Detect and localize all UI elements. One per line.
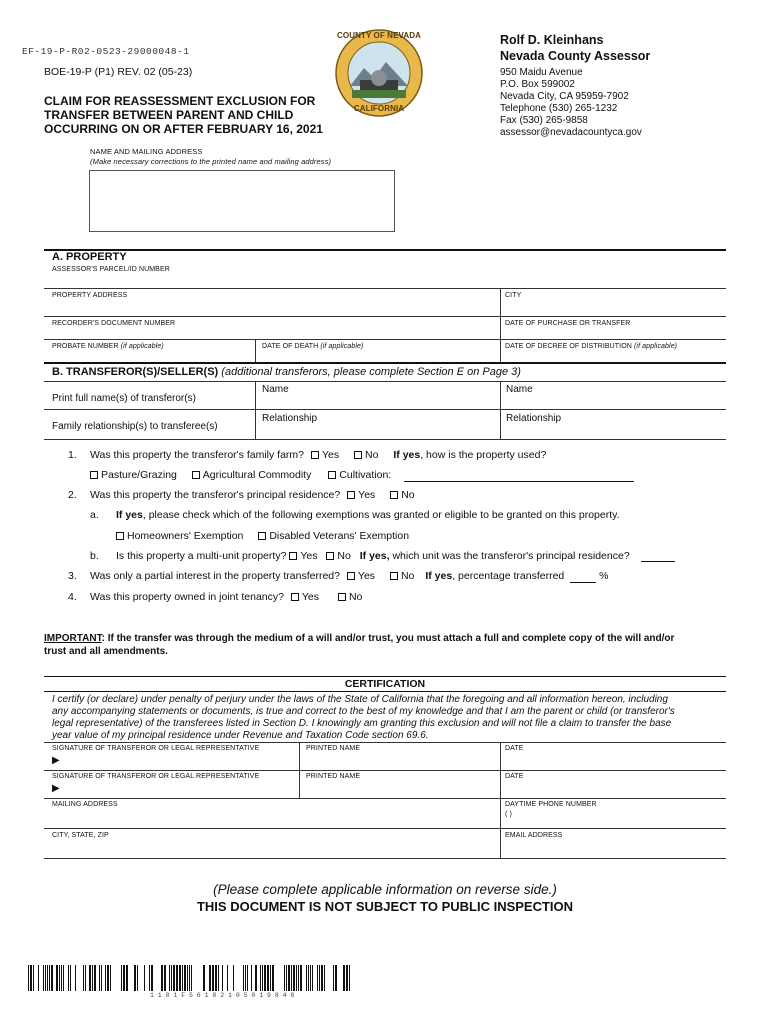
public-inspection-notice: THIS DOCUMENT IS NOT SUBJECT TO PUBLIC INSPECTION [196, 899, 574, 914]
barcode-bar [317, 965, 318, 991]
barcode-bar [173, 965, 175, 991]
city-state-zip-label: CITY, STATE, ZIP [52, 832, 109, 839]
phone-label: DAYTIME PHONE NUMBER [505, 801, 597, 808]
barcode-bar [61, 965, 62, 991]
barcode-bar [300, 965, 302, 991]
signature-arrow-1[interactable]: ▶ [52, 755, 60, 766]
section-a-title: A. PROPERTY [52, 251, 127, 263]
section-b-title: B. TRANSFEROR(S)/SELLER(S) (additional transferors, please complete Section E on Page 3) [52, 366, 521, 378]
barcode-bar [209, 965, 211, 991]
barcode-bar [149, 965, 150, 991]
barcode-bar [333, 965, 334, 991]
cultivation-line [404, 481, 634, 482]
decree-date-label: DATE OF DECREE OF DISTRIBUTION (if applicable) [505, 343, 678, 350]
barcode-bar [245, 965, 246, 991]
q2b-yes-checkbox[interactable] [289, 552, 297, 560]
barcode-bar [262, 965, 263, 991]
barcode-bar [191, 965, 192, 991]
barcode-bar [59, 965, 60, 991]
cultivation-checkbox[interactable] [328, 471, 336, 479]
transferor-names-label: Print full name(s) of transferor(s) [52, 393, 196, 404]
barcode-bar [30, 965, 32, 991]
barcode-bar [251, 965, 252, 991]
barcode-bar [169, 965, 170, 991]
important-notice: IMPORTANT: If the transfer was through the medium of a will and/or trust, you must attach a full and complete copy of the will and/or trust and all amendments. [44, 633, 675, 657]
certification-title: CERTIFICATION [344, 678, 426, 690]
q1-yes-checkbox[interactable] [311, 451, 319, 459]
q2-row: Was this property the transferor's principal residence? Yes No [90, 489, 415, 501]
pasture-checkbox[interactable] [90, 471, 98, 479]
barcode-bar [296, 965, 297, 991]
barcode-bar [171, 965, 172, 991]
barcode-bar [89, 965, 91, 991]
barcode-bar [94, 965, 96, 991]
assessor-info: Rolf D. Kleinhans Nevada County Assessor 950 Maidu Avenue P.O. Box 599002 Nevada City, CA 95959-7902 Telephone (530) 265-1232 Fax (530) 265-9858 assessor@nevadacountyca.gov [500, 33, 651, 138]
barcode-bar [85, 965, 86, 991]
barcode-bar [107, 965, 109, 991]
barcode-bar [51, 965, 53, 991]
barcode-bar [56, 965, 58, 991]
family-relationship-label: Family relationship(s) to transferee(s) [52, 421, 218, 432]
barcode-bar [343, 965, 345, 991]
death-date-label: DATE OF DEATH (if applicable) [262, 343, 364, 350]
q2-yes-checkbox[interactable] [347, 491, 355, 499]
q2b-letter: b. [90, 550, 99, 562]
q1-uses-row: Pasture/Grazing Agricultural Commodity Cultivation: [90, 469, 391, 481]
property-address-label: PROPERTY ADDRESS [52, 292, 128, 299]
q3-yes-checkbox[interactable] [347, 572, 355, 580]
barcode-bar [83, 965, 84, 991]
barcode-bar [222, 965, 223, 991]
barcode-bar [264, 965, 266, 991]
q2-no-checkbox[interactable] [390, 491, 398, 499]
apn-field[interactable] [46, 274, 726, 288]
form-revision: BOE-19-P (P1) REV. 02 (05-23) [44, 66, 193, 78]
barcode-bar [291, 965, 292, 991]
barcode-bar [184, 965, 186, 991]
barcode-bar [312, 965, 313, 991]
probate-label: PROBATE NUMBER (if applicable) [52, 343, 164, 350]
name-field-2[interactable]: Name [506, 384, 533, 395]
barcode-bar [176, 965, 178, 991]
barcode-bar [38, 965, 39, 991]
form-id: EF-19-P-R02-0523-29000048-1 [22, 46, 190, 57]
barcode-bar [110, 965, 111, 991]
barcode-bar [215, 965, 217, 991]
signature-label-1: SIGNATURE OF TRANSFEROR OR LEGAL REPRESENTATIVE [52, 745, 260, 752]
q3-row: Was only a partial interest in the property transferred? Yes No If yes, percentage transferred % [90, 570, 609, 582]
barcode-bar [308, 965, 309, 991]
barcode-bar [121, 965, 122, 991]
disabled-veterans-checkbox[interactable] [258, 532, 266, 540]
barcode-bar [49, 965, 50, 991]
printed-name-label-1: PRINTED NAME [306, 745, 361, 752]
county-seal-logo: COUNTY OF NEVADA CALIFORNIA [334, 28, 424, 118]
barcode-text: 1 1 0 1 F 5 6 1 8 2 1 0 5 0 1 9 8 4 8 [150, 992, 295, 999]
barcode-bar [144, 965, 145, 991]
barcode-bar [99, 965, 100, 991]
date-label-2: DATE [505, 773, 524, 780]
barcode-bar [324, 965, 325, 991]
barcode-bar [233, 965, 234, 991]
barcode-bar [45, 965, 46, 991]
barcode-bar [47, 965, 48, 991]
q2-number: 2. [68, 489, 77, 501]
q1-number: 1. [68, 449, 77, 461]
q4-yes-checkbox[interactable] [291, 593, 299, 601]
barcode-bar [255, 965, 257, 991]
barcode-bar [310, 965, 311, 991]
barcode-bar [227, 965, 228, 991]
q2a-letter: a. [90, 509, 99, 521]
q4-number: 4. [68, 591, 77, 603]
barcode-bar [212, 965, 214, 991]
percentage-field[interactable] [570, 570, 596, 583]
barcode-bar [161, 965, 163, 991]
barcode-bar [179, 965, 181, 991]
barcode-bar [286, 965, 287, 991]
q4-no-checkbox[interactable] [338, 593, 346, 601]
q4-row: Was this property owned in joint tenancy? Yes No [90, 591, 363, 603]
mailing-label: NAME AND MAILING ADDRESS [90, 147, 203, 156]
barcode-bar [101, 965, 102, 991]
barcode-bar [260, 965, 261, 991]
q2a-options: Homeowners' Exemption Disabled Veterans' Exemption [116, 530, 409, 542]
barcode-bar [123, 965, 125, 991]
q3-number: 3. [68, 570, 77, 582]
barcode-bar [319, 965, 320, 991]
name-field-1[interactable]: Name [262, 384, 289, 395]
agricultural-checkbox[interactable] [192, 471, 200, 479]
q1-row: Was this property the transferor's family farm? Yes No If yes, how is the property used? [90, 449, 547, 461]
barcode-bar [335, 965, 337, 991]
barcode-bar [298, 965, 299, 991]
q2b-no-checkbox[interactable] [326, 552, 334, 560]
q1-no-checkbox[interactable] [354, 451, 362, 459]
barcode-bar [105, 965, 106, 991]
barcode-bar [33, 965, 34, 991]
barcode-graphic [28, 965, 352, 991]
city-label: CITY [505, 292, 522, 299]
q2a-row: If yes, please check which of the following exemptions was granted or eligible to be granted on this property. [116, 509, 620, 521]
barcode-bar [284, 965, 285, 991]
barcode-bar [346, 965, 348, 991]
barcode-bar [137, 965, 138, 991]
barcode-bar [164, 965, 166, 991]
barcode-bar [247, 965, 248, 991]
unit-line [641, 561, 675, 562]
date-label-1: DATE [505, 745, 524, 752]
relationship-field-1[interactable]: Relationship [262, 413, 318, 424]
barcode-bar [321, 965, 323, 991]
barcode-bar [63, 965, 64, 991]
barcode-bar [134, 965, 136, 991]
barcode-bar [293, 965, 295, 991]
barcode-bar [288, 965, 290, 991]
barcode-bar [270, 965, 271, 991]
signature-arrow-2[interactable]: ▶ [52, 783, 60, 794]
barcode-bar [68, 965, 69, 991]
q2b-row: Is this property a multi-unit property? Yes No If yes, which unit was the transferor's principal residence? [116, 550, 630, 562]
barcode-bar [92, 965, 93, 991]
barcode-bar [182, 965, 183, 991]
apn-label: ASSESSOR'S PARCEL/ID NUMBER [52, 266, 170, 273]
mailing-note: (Make necessary corrections to the printed name and mailing address) [90, 157, 332, 166]
purchase-date-label: DATE OF PURCHASE OR TRANSFER [505, 320, 631, 327]
signature-label-2: SIGNATURE OF TRANSFEROR OR LEGAL REPRESENTATIVE [52, 773, 260, 780]
barcode-bar [189, 965, 190, 991]
barcode-bar [267, 965, 269, 991]
reverse-side-note: (Please complete applicable information on reverse side.) [213, 882, 557, 897]
homeowners-checkbox[interactable] [116, 532, 124, 540]
q3-no-checkbox[interactable] [390, 572, 398, 580]
barcode-bar [203, 965, 205, 991]
printed-name-label-2: PRINTED NAME [306, 773, 361, 780]
barcode-bar [306, 965, 307, 991]
barcode-bar [151, 965, 153, 991]
mailing-address-box[interactable] [89, 170, 395, 232]
barcode-bar [126, 965, 128, 991]
mailing-address-label: MAILING ADDRESS [52, 801, 118, 808]
form-title: CLAIM FOR REASSESSMENT EXCLUSION FOR TRANSFER BETWEEN PARENT AND CHILD OCCURRING ON OR AFTER FEBRUARY 16, 2021 [44, 94, 323, 136]
barcode-bar [272, 965, 274, 991]
phone-paren[interactable]: ( ) [505, 811, 512, 818]
barcode-bar [349, 965, 350, 991]
barcode-bar [243, 965, 244, 991]
barcode-bar [218, 965, 219, 991]
barcode-bar [28, 965, 29, 991]
barcode-bar [75, 965, 76, 991]
recorder-label: RECORDER'S DOCUMENT NUMBER [52, 320, 176, 327]
relationship-field-2[interactable]: Relationship [506, 413, 562, 424]
barcode-bar [187, 965, 188, 991]
certification-text: I certify (or declare) under penalty of perjury under the laws of the State of California that the foregoing and all information hereon, including any accompanying statements or documents, is true and correct to the best of my knowledge and that I am the parent or child (or transferor's legal representative) of the transferees listed in Section D. I knowingly am granting this exclusion and will not file a claim to transfer the base year value of my principal residence under Revenue and Taxation Code section 69.6. [52, 694, 675, 741]
email-label: EMAIL ADDRESS [505, 832, 563, 839]
barcode-bar [70, 965, 71, 991]
barcode-bar [43, 965, 44, 991]
